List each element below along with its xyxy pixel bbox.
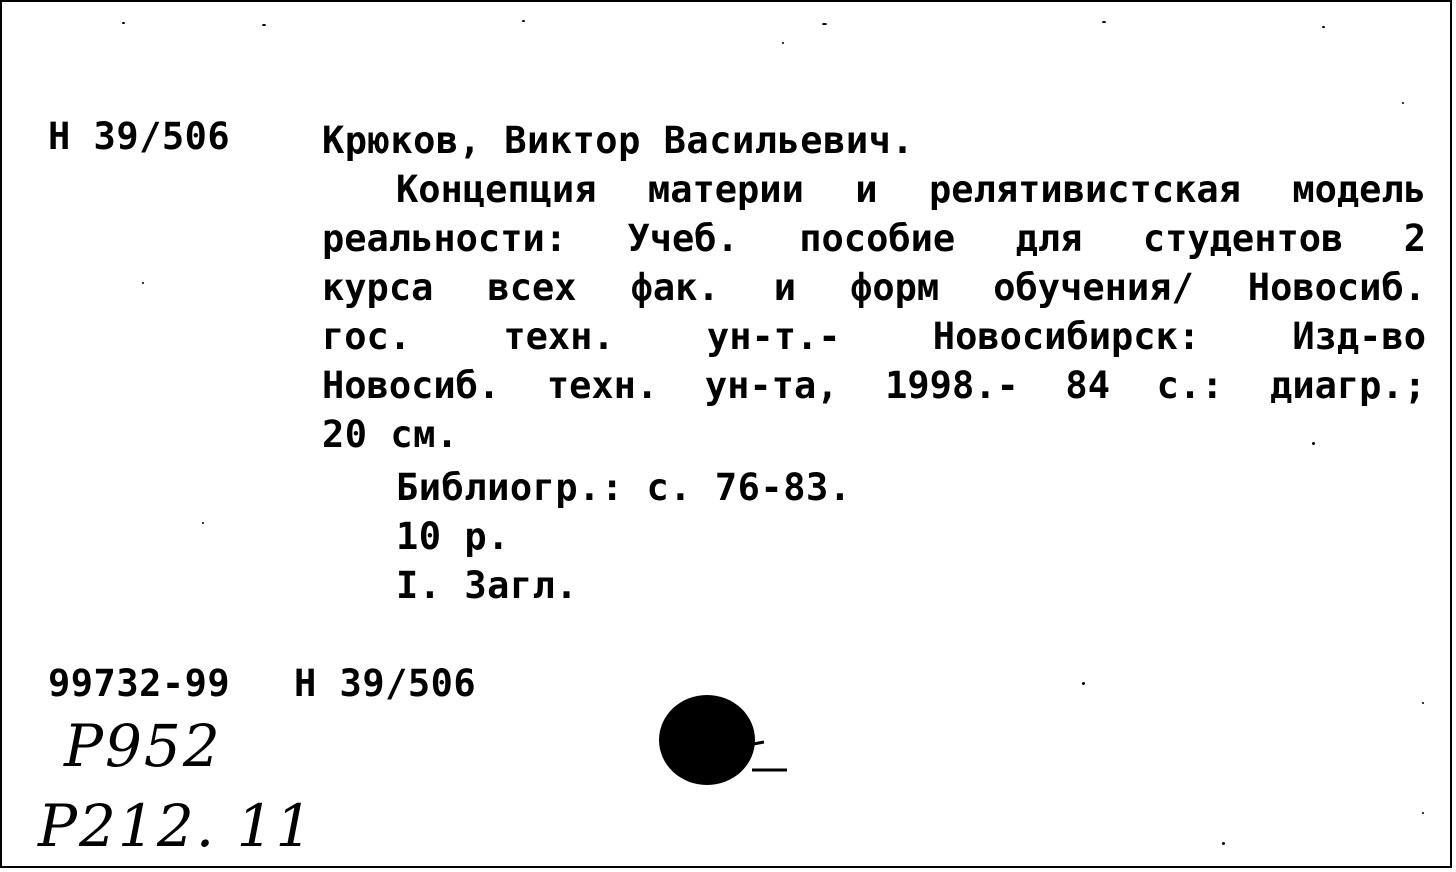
description-line: Концепция материи и релятивистская модель	[396, 168, 1426, 211]
bibliography-note: Библиогр.: с. 76-83.	[396, 466, 852, 509]
description-line: Новосиб. техн. ун-та, 1998.- 84 с.: диагр.;	[322, 364, 1426, 407]
author-heading: Крюков, Виктор Васильевич.	[322, 119, 915, 162]
handwritten-shelf-mark-2: Р212. 11	[38, 792, 315, 860]
description-line: гос. техн. ун-т.- Новосибирск: Изд-во	[322, 315, 1426, 358]
price-note: 10 р.	[396, 515, 510, 558]
call-number-top: Н 39/506	[48, 115, 231, 158]
title-entry-note: I. Загл.	[396, 564, 579, 607]
description-line: курса всех фак. и форм обучения/ Новосиб.	[322, 266, 1426, 309]
description-line: реальности: Учеб. пособие для студентов 2	[322, 217, 1426, 260]
accession-number: 99732-99	[48, 662, 231, 705]
punch-hole-icon	[652, 690, 792, 790]
call-number-bottom: Н 39/506	[294, 662, 477, 705]
description-block	[322, 165, 1426, 410]
dimensions-line: 20 см.	[322, 413, 459, 456]
handwritten-shelf-mark-1: Р952	[64, 712, 222, 780]
